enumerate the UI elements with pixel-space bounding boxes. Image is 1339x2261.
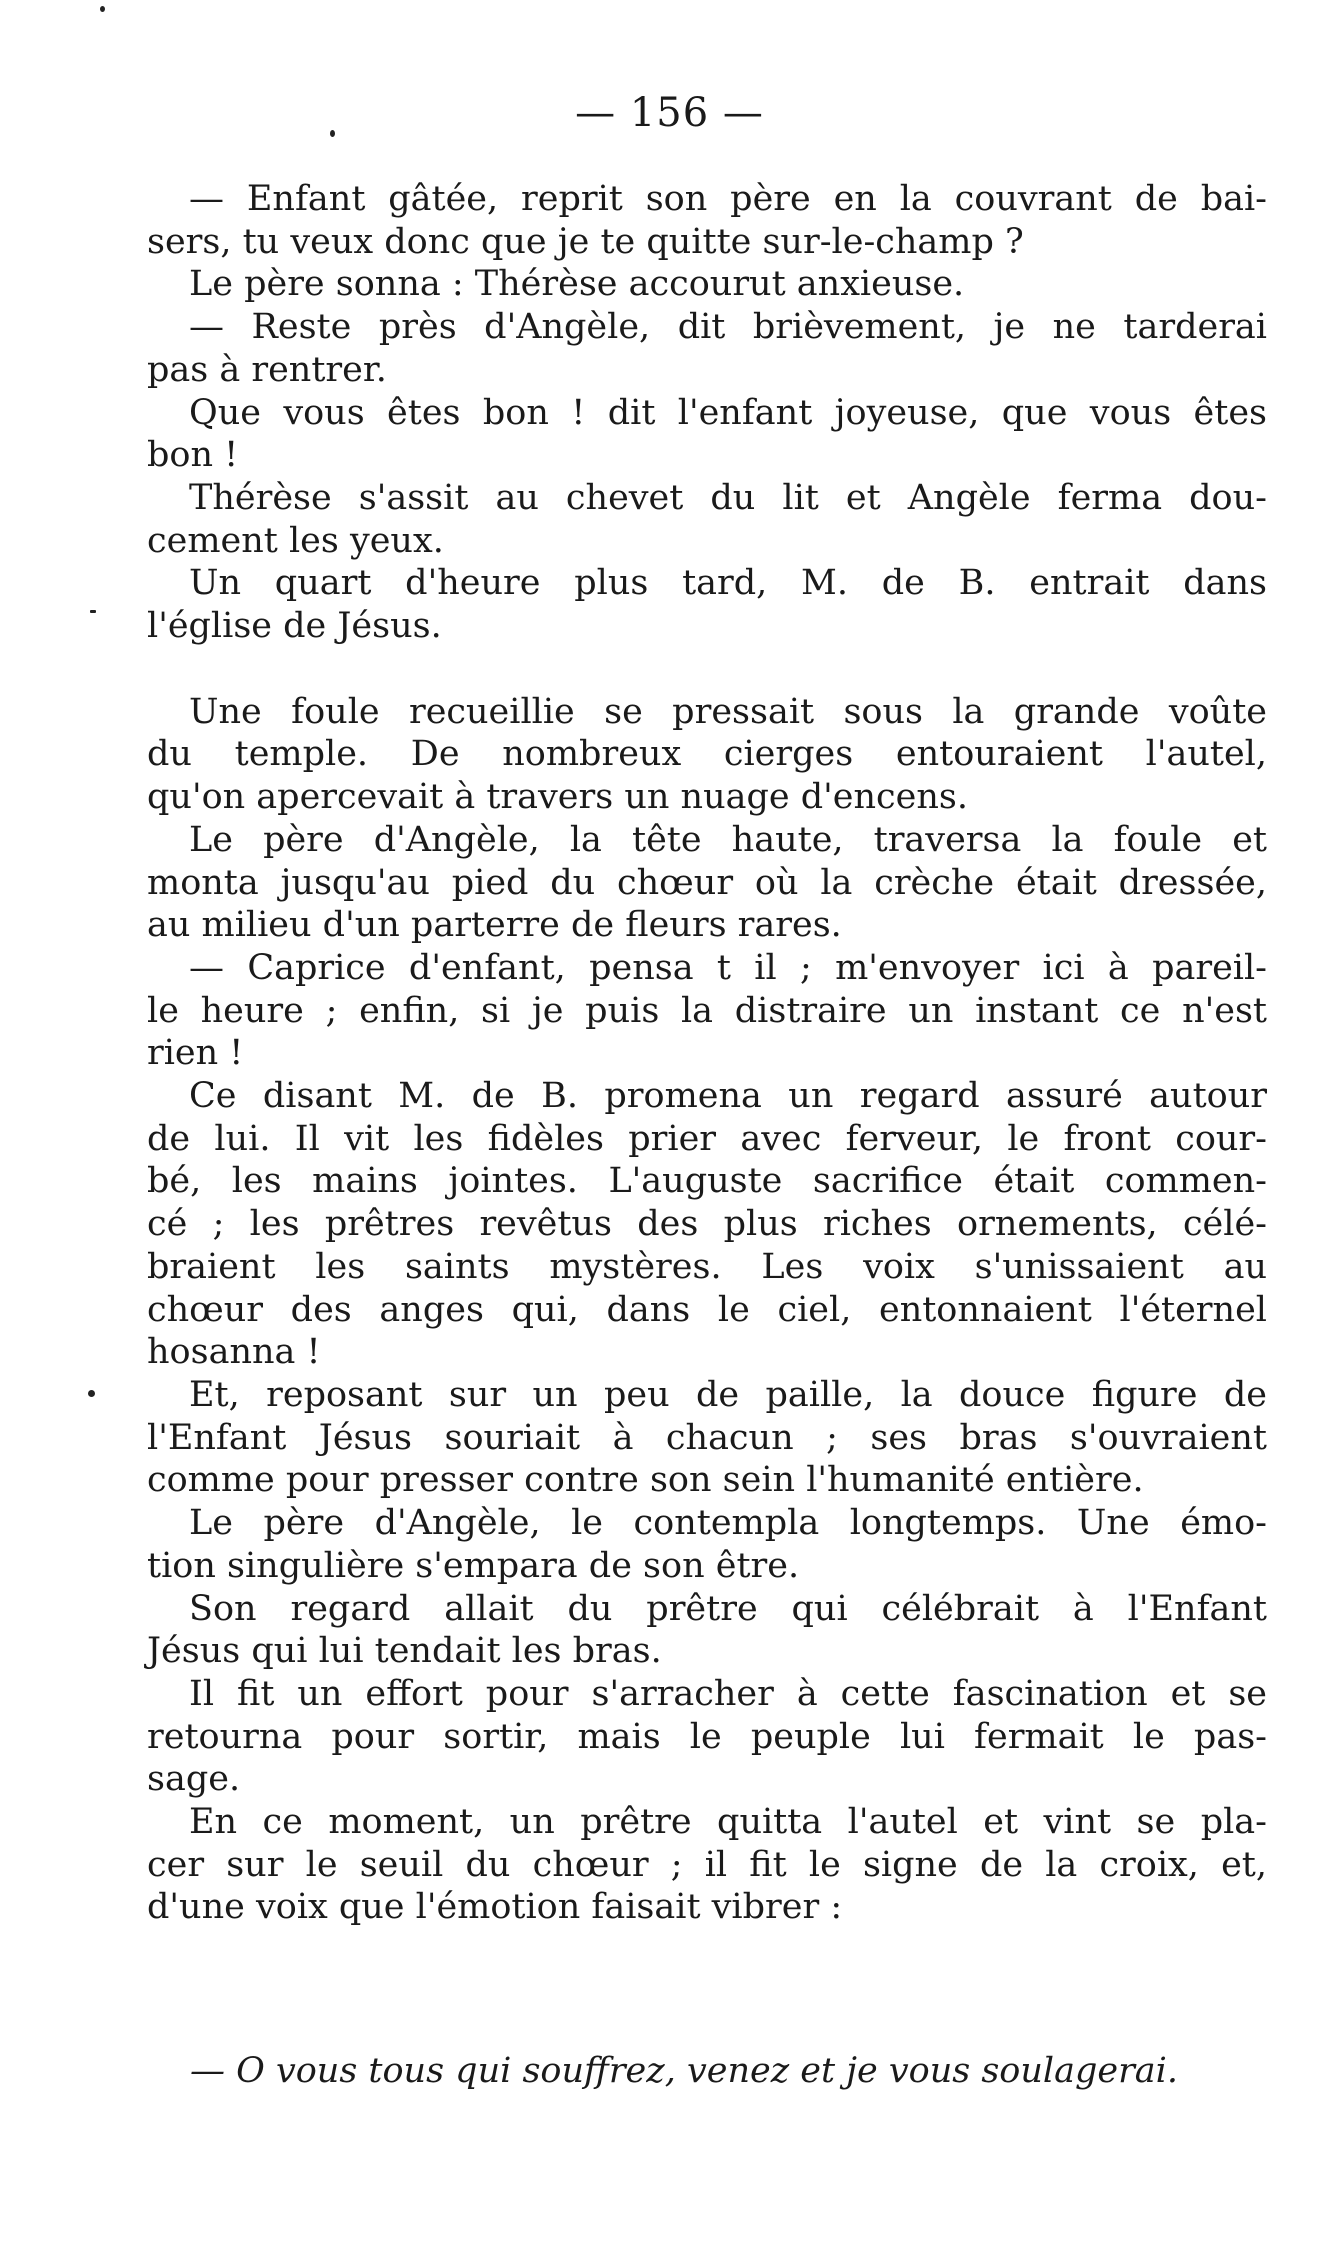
text-line: sage. bbox=[147, 1759, 241, 1800]
text-line: le heure ; enfin, si je puis la distraire un instant ce n'est bbox=[147, 990, 1267, 1031]
text-line: d'une voix que l'émotion faisait vibrer : bbox=[147, 1887, 843, 1928]
paragraph bbox=[147, 1075, 1267, 1374]
text-line: Jésus qui lui tendait les bras. bbox=[147, 1631, 662, 1672]
text-line: tion singulière s'empara de son être. bbox=[147, 1545, 800, 1586]
text-line: Ce disant M. de B. promena un regard assuré autour bbox=[189, 1076, 1267, 1117]
text-line: bé, les mains jointes. L'auguste sacrifice était commen- bbox=[147, 1161, 1267, 1202]
text-line: Et, reposant sur un peu de paille, la douce figure de bbox=[189, 1374, 1267, 1415]
paragraph bbox=[147, 1374, 1267, 1502]
paragraph bbox=[147, 1588, 1267, 1673]
text-line: Un quart d'heure plus tard, M. de B. entrait dans bbox=[189, 563, 1267, 604]
text-line: — Enfant gâtée, reprit son père en la couvrant de bai- bbox=[189, 179, 1267, 219]
ink-speck bbox=[88, 1390, 95, 1397]
text-line: l'église de Jésus. bbox=[147, 606, 442, 647]
paragraph bbox=[147, 819, 1267, 947]
text-line: retourna pour sortir, mais le peuple lui fermait le pas- bbox=[147, 1716, 1267, 1757]
text-line: — Reste près d'Angèle, dit brièvement, je ne tarderai bbox=[189, 307, 1267, 348]
text-line: monta jusqu'au pied du chœur où la crèche était dressée, bbox=[147, 862, 1267, 903]
text-line: Le père d'Angèle, la tête haute, traversa la foule et bbox=[189, 819, 1267, 860]
text-line: Son regard allait du prêtre qui célébrait à l'Enfant bbox=[189, 1588, 1267, 1629]
closing-quote: — O vous tous qui souffrez, venez et je vous soulagerai. bbox=[190, 2051, 1178, 2091]
text-line: Que vous êtes bon ! dit l'enfant joyeuse, que vous êtes bbox=[189, 392, 1267, 433]
paragraph bbox=[147, 1502, 1267, 1587]
text-line: sers, tu veux donc que je te quitte sur-le-champ ? bbox=[147, 221, 1024, 262]
text-line: Il fit un effort pour s'arracher à cette fascination et se bbox=[189, 1673, 1267, 1714]
text-line: chœur des anges qui, dans le ciel, entonnaient l'éternel bbox=[147, 1289, 1267, 1330]
text-line: qu'on apercevait à travers un nuage d'encens. bbox=[147, 777, 968, 818]
paragraph bbox=[147, 1801, 1267, 1929]
paragraph bbox=[147, 178, 1267, 263]
paragraph bbox=[147, 392, 1267, 477]
text-line: Thérèse s'assit au chevet du lit et Angèle ferma dou- bbox=[189, 477, 1267, 518]
text-line: pas à rentrer. bbox=[147, 349, 387, 390]
text-line: En ce moment, un prêtre quitta l'autel et vint se pla- bbox=[189, 1802, 1267, 1843]
paragraph bbox=[147, 691, 1267, 819]
page-number: — 156 — bbox=[575, 90, 764, 136]
ink-speck bbox=[90, 610, 96, 613]
text-line: cement les yeux. bbox=[147, 520, 444, 561]
text-line: braient les saints mystères. Les voix s'unissaient au bbox=[147, 1246, 1267, 1287]
text-line: l'Enfant Jésus souriait à chacun ; ses bras s'ouvraient bbox=[147, 1417, 1267, 1458]
text-line: du temple. De nombreux cierges entouraient l'autel, bbox=[147, 734, 1267, 775]
text-line: de lui. Il vit les fidèles prier avec ferveur, le front cour- bbox=[147, 1118, 1267, 1159]
text-line: cer sur le seuil du chœur ; il fit le signe de la croix, et, bbox=[147, 1844, 1267, 1885]
text-line: — Caprice d'enfant, pensa t il ; m'envoyer ici à pareil- bbox=[189, 947, 1267, 988]
text-line: Une foule recueillie se pressait sous la grande voûte bbox=[189, 691, 1267, 732]
text-line: Le père d'Angèle, le contempla longtemps. Une émo- bbox=[189, 1503, 1267, 1544]
paragraph bbox=[147, 562, 1267, 647]
text-line: Le père sonna : Thérèse accourut anxieuse. bbox=[189, 264, 965, 305]
text-line: comme pour presser contre son sein l'humanité entière. bbox=[147, 1460, 1144, 1501]
text-line: hosanna ! bbox=[147, 1332, 321, 1373]
body-text bbox=[147, 178, 1267, 1929]
paragraph bbox=[147, 1673, 1267, 1801]
paragraph bbox=[147, 263, 1267, 306]
section-break bbox=[147, 648, 1267, 691]
paragraph bbox=[147, 947, 1267, 1075]
text-line: cé ; les prêtres revêtus des plus riches ornements, célé- bbox=[147, 1204, 1267, 1245]
text-line: rien ! bbox=[147, 1033, 244, 1074]
text-line: bon ! bbox=[147, 435, 239, 476]
ink-speck bbox=[100, 6, 105, 12]
paragraph bbox=[147, 477, 1267, 562]
text-line: au milieu d'un parterre de fleurs rares. bbox=[147, 905, 842, 946]
paragraph bbox=[147, 306, 1267, 391]
